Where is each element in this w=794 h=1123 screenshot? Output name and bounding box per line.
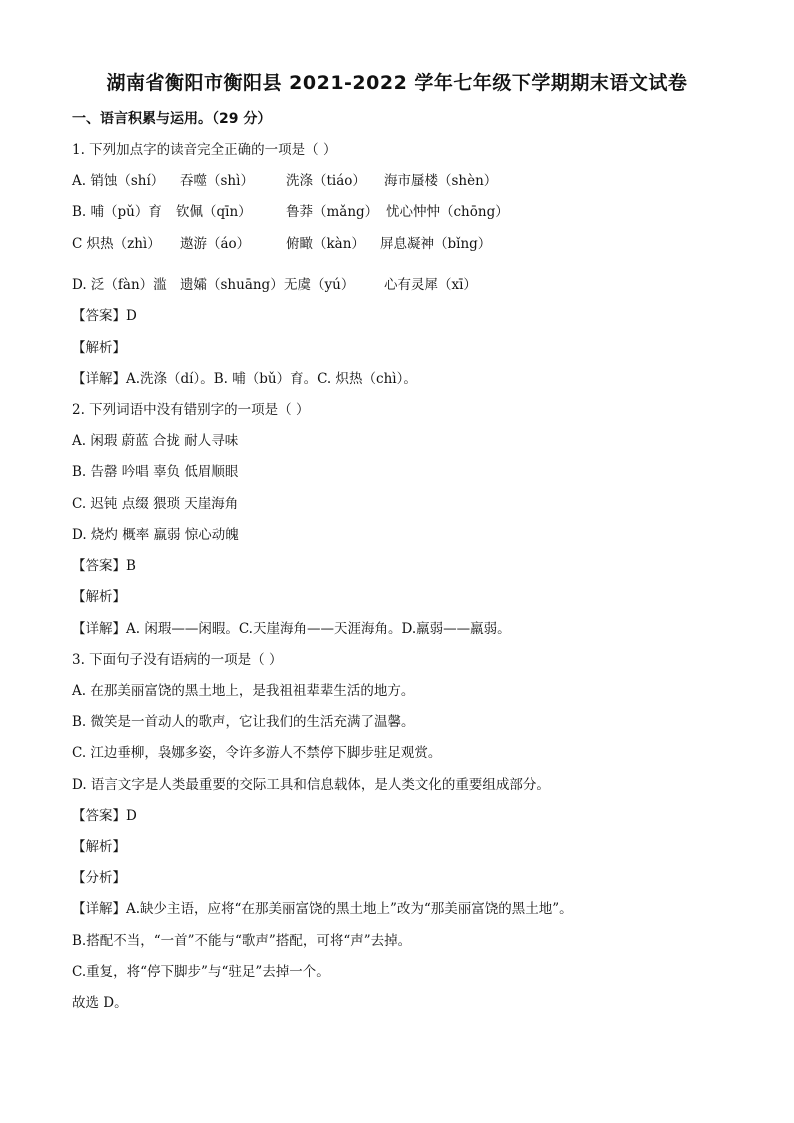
option-d-item-1: D. 泛（fàn）滥 [72,277,167,293]
answer-tag: 【答案】 [72,808,126,824]
question-2-option-c: C. 迟钝 点缀 猥琐 天崖海角 [72,496,239,512]
question-3-option-a: A. 在那美丽富饶的黑土地上，是我祖祖辈辈生活的地方。 [72,683,415,699]
detail-tag: 【详解】 [72,621,126,637]
question-3-detail-b: B.搭配不当，“一首”不能与“歌声”搭配，可将“声”去掉。 [72,933,412,949]
question-2-option-a: A. 闲瑕 蔚蓝 合拢 耐人寻味 [72,433,239,449]
question-2-detail [72,620,511,638]
question-3-detail-c: C.重复，将“停下脚步”与“驻足”去掉一个。 [72,964,330,980]
option-c-item-2: 遨游（áo） [180,236,251,252]
detail-tag: 【详解】 [72,901,126,917]
option-c-item-4: 屏息凝神（bǐng） [380,236,492,252]
question-1-option-c [72,235,491,253]
detail-tag: 【详解】 [72,371,126,387]
option-b-item-2: 钦佩（qīn） [176,204,252,220]
option-d-item-3: 无虞（yú） [284,277,355,293]
option-a-item-3: 洗涤（tiáo） [286,173,366,189]
question-2-answer [72,557,136,575]
question-1-option-b [72,203,509,221]
option-a-item-4: 海市蜃楼（shèn） [384,173,498,189]
question-1-option-d [72,276,477,294]
question-1-analysis-tag: 【解析】 [72,340,126,356]
option-c-item-3: 俯瞰（kàn） [286,236,365,252]
question-3-fenxi-tag: 【分析】 [72,870,126,886]
question-1-answer [72,307,137,325]
option-b-item-4: 忧心忡忡（chōng） [386,204,509,220]
option-b-item-1: B. 哺（pǔ）育 [72,204,162,220]
detail-text: A. 闲瑕——闲暇。C.天崖海角——天涯海角。D.羸弱——羸弱。 [126,621,511,637]
document-title: 湖南省衡阳市衡阳县 2021-2022 学年七年级下学期期末语文试卷 [106,72,688,94]
question-3-stem: 3. 下面句子没有语病的一项是（ ） [72,652,283,668]
option-a-item-2: 吞噬（shì） [180,173,254,189]
question-3-option-c: C. 江边垂柳，袅娜多姿，令许多游人不禁停下脚步驻足观赏。 [72,745,442,761]
section-heading: 一、语言积累与运用。（29 分） [72,111,272,127]
option-a-item-1: A. 销蚀（shí） [72,173,165,189]
question-2-analysis-tag: 【解析】 [72,589,126,605]
detail-text: A.洗涤（dí）。B. 哺（bǔ）育。C. 炽热（chì）。 [126,371,417,387]
answer-tag: 【答案】 [72,308,126,324]
question-2-option-d: D. 烧灼 概率 羸弱 惊心动魄 [72,527,239,543]
question-3-answer [72,807,137,825]
question-1-detail [72,370,417,388]
question-3-analysis-tag: 【解析】 [72,839,126,855]
option-b-item-3: 鲁莽（mǎng） [286,204,379,220]
question-2-option-b: B. 告罄 吟唱 辜负 低眉顺眼 [72,464,239,480]
answer-tag: 【答案】 [72,558,126,574]
option-d-item-4: 心有灵犀（xī） [384,277,477,293]
question-3-detail [72,900,573,918]
question-1-stem: 1. 下列加点字的读音完全正确的一项是（ ） [72,142,337,158]
question-3-option-d: D. 语言文字是人类最重要的交际工具和信息载体，是人类文化的重要组成部分。 [72,777,550,793]
question-3-option-b: B. 微笑是一首动人的歌声，它让我们的生活充满了温馨。 [72,714,415,730]
answer-value: D [126,308,137,324]
question-2-stem: 2. 下列词语中没有错别字的一项是（ ） [72,402,310,418]
detail-text: A.缺少主语，应将“在那美丽富饶的黑土地上”改为“那美丽富饶的黑土地”。 [126,901,573,917]
option-c-item-1: C 炽热（zhì） [72,236,161,252]
answer-value: B [126,558,136,574]
answer-value: D [126,808,137,824]
option-d-item-2: 遗孀（shuāng） [180,277,284,293]
question-3-conclusion: 故选 D。 [72,995,128,1011]
question-1-option-a [72,172,497,190]
